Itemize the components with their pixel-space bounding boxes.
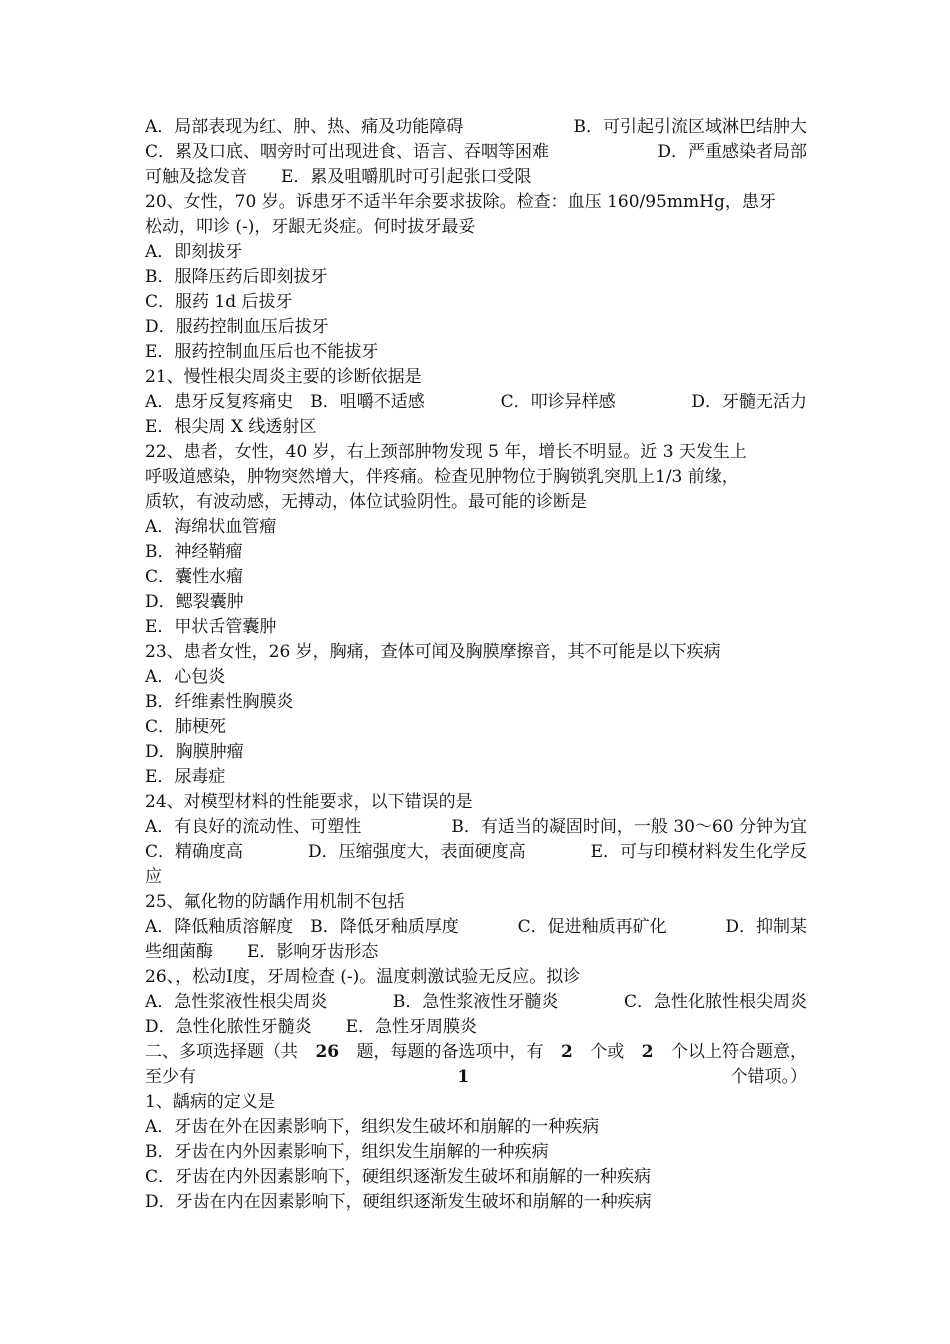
text-line: 26、，松动Ⅰ度，牙周检查 (-)。温度刺激试验无反应。拟诊 bbox=[145, 967, 581, 987]
text-line: A．牙齿在外在因素影响下，组织发生破坏和崩解的一种疾病 bbox=[145, 1117, 600, 1137]
text-segment: D．压缩强度大，表面硬度高 bbox=[307, 842, 526, 862]
text-segment: 个以上符合题意， bbox=[670, 1042, 807, 1062]
text-segment: 个错项。） bbox=[730, 1067, 807, 1087]
text-line bbox=[145, 465, 807, 490]
text-line: E．尿毒症 bbox=[145, 767, 226, 787]
text-line: D．鳃裂囊肿 bbox=[145, 592, 244, 612]
text-line bbox=[145, 1040, 807, 1065]
text-segment: 题，每题的备选项中，有 bbox=[356, 1042, 544, 1062]
text-line: A．即刻拔牙 bbox=[145, 242, 243, 262]
text-segment: B．急性浆液性牙髓炎 bbox=[392, 992, 559, 1012]
text-line: 可触及捻发音 E．累及咀嚼肌时可引起张口受限 bbox=[145, 167, 532, 187]
text-segment: A．患牙反复疼痛史 B．咀嚼不适感 bbox=[145, 392, 425, 412]
text-line bbox=[145, 390, 807, 415]
text-line: B．神经鞘瘤 bbox=[145, 542, 243, 562]
text-line: D．急性化脓性牙髓炎 E．急性牙周膜炎 bbox=[145, 1017, 478, 1037]
text-line: B．牙齿在内外因素影响下，组织发生崩解的一种疾病 bbox=[145, 1142, 549, 1162]
text-line bbox=[145, 440, 807, 465]
text-segment: A．降低釉质溶解度 B．降低牙釉质厚度 bbox=[145, 917, 459, 937]
text-line: A．海绵状血管瘤 bbox=[145, 517, 277, 537]
text-line bbox=[145, 115, 807, 140]
text-line: C．囊性水瘤 bbox=[145, 567, 244, 587]
text-segment: E．可与印模材料发生化学反 bbox=[590, 842, 807, 862]
text-segment: C．急性化脓性根尖周炎 bbox=[623, 992, 807, 1012]
text-line bbox=[145, 815, 807, 840]
text-segment: C．累及口底、咽旁时可出现进食、语言、吞咽等困难 bbox=[145, 142, 550, 162]
text-line: E．甲状舌管囊肿 bbox=[145, 617, 277, 637]
text-segment: 20、女性，70 岁。诉患牙不适半年余要求拔除。检查：血压 160/95mmHg，患牙 bbox=[145, 192, 776, 212]
text-segment: 至少有 bbox=[145, 1067, 196, 1087]
text-line: 24、对模型材料的性能要求，以下错误的是 bbox=[145, 792, 473, 812]
bold-number: 26 bbox=[315, 1042, 340, 1062]
text-segment: A．有良好的流动性、可塑性 bbox=[145, 817, 362, 837]
text-line: D．牙齿在内在因素影响下，硬组织逐渐发生破坏和崩解的一种疾病 bbox=[145, 1192, 652, 1212]
bold-number: 2 bbox=[560, 1042, 573, 1062]
text-segment: C．叩诊异样感 bbox=[500, 392, 616, 412]
text-line: C．牙齿在内外因素影响下，硬组织逐渐发生破坏和崩解的一种疾病 bbox=[145, 1167, 652, 1187]
text-segment: 个或 bbox=[590, 1042, 625, 1062]
text-line bbox=[145, 1065, 807, 1090]
text-segment: B．有适当的凝固时间，一般 30～60 分钟为宜 bbox=[451, 817, 807, 837]
text-line: 些细菌酶 E．影响牙齿形态 bbox=[145, 942, 379, 962]
text-segment: C．促进釉质再矿化 bbox=[517, 917, 667, 937]
text-segment: D．严重感染者局部 bbox=[657, 142, 807, 162]
text-line bbox=[145, 840, 807, 865]
text-line: C．肺梗死 bbox=[145, 717, 227, 737]
text-line bbox=[145, 140, 807, 165]
text-line: D．服药控制血压后拔牙 bbox=[145, 317, 329, 337]
text-segment: 呼吸道感染，肿物突然增大，伴疼痛。检查见肿物位于胸锁乳突肌上1/3 前缘， bbox=[145, 467, 739, 487]
text-line: 应 bbox=[145, 867, 162, 887]
text-line: D．胸膜肿瘤 bbox=[145, 742, 244, 762]
text-line bbox=[145, 190, 807, 215]
text-line: E．服药控制血压后也不能拔牙 bbox=[145, 342, 379, 362]
text-line: B．服降压药后即刻拔牙 bbox=[145, 267, 328, 287]
text-line: 松动，叩诊 (-)，牙龈无炎症。何时拔牙最妥 bbox=[145, 217, 476, 237]
text-line bbox=[145, 990, 807, 1015]
bold-number: 2 bbox=[641, 1042, 654, 1062]
text-line bbox=[145, 915, 807, 940]
text-line: A．心包炎 bbox=[145, 667, 226, 687]
document-body bbox=[145, 115, 807, 1215]
text-line: E．根尖周 X 线透射区 bbox=[145, 417, 317, 437]
text-segment: 二、多项选择题（共 bbox=[145, 1042, 298, 1062]
bold-number: 1 bbox=[457, 1067, 470, 1087]
text-segment: C．精确度高 bbox=[145, 842, 244, 862]
text-line: 1、龋病的定义是 bbox=[145, 1092, 275, 1112]
text-segment: B．可引起引流区域淋巴结肿大 bbox=[573, 117, 807, 137]
text-segment: A．急性浆液性根尖周炎 bbox=[145, 992, 328, 1012]
text-segment: A．局部表现为红、肿、热、痛及功能障碍 bbox=[145, 117, 464, 137]
text-line: 21、慢性根尖周炎主要的诊断依据是 bbox=[145, 367, 422, 387]
text-line: 23、患者女性，26 岁，胸痛，查体可闻及胸膜摩擦音，其不可能是以下疾病 bbox=[145, 642, 721, 662]
text-line: 质软，有波动感，无搏动，体位试验阴性。最可能的诊断是 bbox=[145, 492, 587, 512]
text-line: B．纤维素性胸膜炎 bbox=[145, 692, 294, 712]
text-segment: 22、患者，女性，40 岁，右上颈部肿物发现 5 年，增长不明显。近 3 天发生上 bbox=[145, 442, 747, 462]
text-segment: D．抑制某 bbox=[725, 917, 807, 937]
text-line: C．服药 1d 后拔牙 bbox=[145, 292, 293, 312]
text-line: 25、氟化物的防龋作用机制不包括 bbox=[145, 892, 405, 912]
text-segment: D．牙髓无活力 bbox=[691, 392, 807, 412]
